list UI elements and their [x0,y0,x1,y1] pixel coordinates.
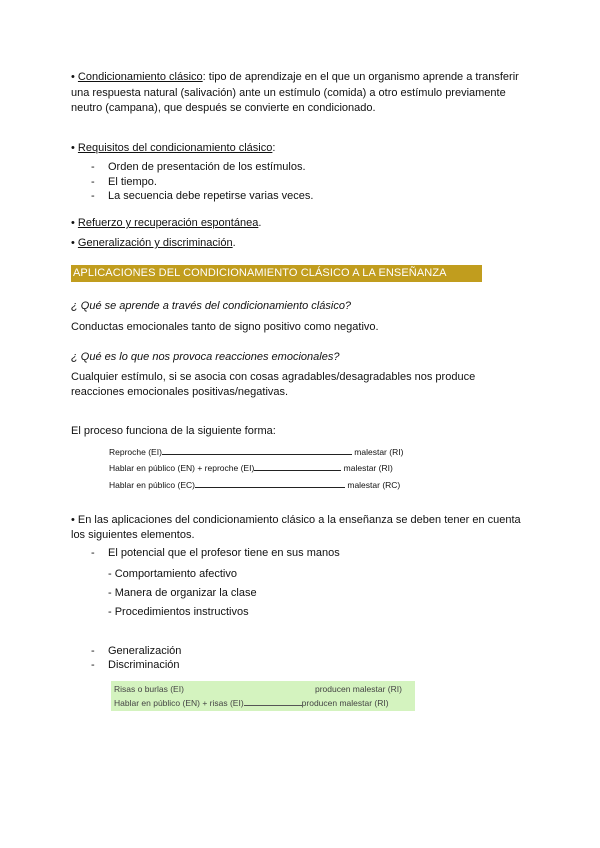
potencial-item: El potencial que el profesor tiene en sus manos [108,547,340,559]
section-heading: APLICACIONES DEL CONDICIONAMIENTO CLÁSICO A LA ENSEÑANZA [71,265,482,282]
extra-item-2: Discriminación [108,659,180,671]
proceso-right: malestar (RI) [343,463,393,473]
period: . [232,237,236,249]
answer-2-line-2: reacciones emocionales positivas/negativas. [71,386,289,398]
subitem-3: - Procedimientos instructivos [108,606,249,618]
requisito-item-2: El tiempo. [108,176,157,188]
refuerzo-line [71,216,261,231]
colon: : [272,142,276,154]
proceso-row-2 [109,462,393,474]
proceso-right: malestar (RC) [347,480,401,490]
proceso-intro: El proceso funciona de la siguiente forma: [71,425,276,437]
extra-item-1: Generalización [108,645,182,657]
dash: - [91,547,95,559]
bullet: • [71,142,75,154]
green-row-1-right: producen malestar (RI) [315,684,402,694]
dash: - [91,645,95,657]
proceso-row-1 [109,446,403,458]
green-row-2 [114,697,389,709]
proceso-right: malestar (RI) [354,447,404,457]
green-row-2-left: Hablar en público (EN) + risas (EI) [114,698,244,708]
aplicaciones-line-2: los siguientes elementos. [71,529,195,541]
blank-line [195,479,345,488]
requisitos-title: Requisitos del condicionamiento clásico [77,142,273,154]
dash: - [91,190,95,202]
proceso-left: Hablar en público (EN) + reproche (EI) [109,463,255,473]
intro-definition: : tipo de aprendizaje en el que un organismo aprende a transferir [202,71,519,83]
refuerzo-term: Refuerzo y recuperación espontánea [77,217,259,229]
question-2: ¿ Qué es lo que nos provoca reacciones emocionales? [71,351,340,363]
proceso-left: Hablar en público (EC) [109,480,195,490]
bullet: • [71,71,75,83]
requisitos-heading [71,141,275,156]
intro-line-1 [71,70,519,85]
requisito-item-1: Orden de presentación de los estímulos. [108,161,306,173]
dash: - [91,659,95,671]
answer-2-line-1: Cualquier estímulo, si se asocia con cosas agradables/desagradables nos produce [71,371,476,383]
aplicaciones-line-1: • En las aplicaciones del condicionamiento clásico a la enseñanza se deben tener en cuenta [71,514,521,526]
dash: - [91,161,95,173]
green-row-2-right: producen malestar (RI) [301,698,389,708]
dash: - [91,176,95,188]
intro-line-3: neutro (campana), que después se convierte en condicionado. [71,102,376,114]
intro-line-2: una respuesta natural (salivación) ante un estímulo (comida) a otro estímulo previamente [71,87,506,99]
subitem-1: - Comportamiento afectivo [108,568,237,580]
proceso-left: Reproche (EI) [109,447,162,457]
highlighted-example-box [111,681,415,711]
term-condicionamiento-clasico: Condicionamiento clásico [77,71,203,83]
green-row-1-left: Risas o burlas (EI) [114,684,184,694]
blank-line [162,446,352,455]
requisito-item-3: La secuencia debe repetirse varias veces. [108,190,314,202]
answer-1: Conductas emocionales tanto de signo positivo como negativo. [71,321,379,333]
blank-line [254,462,341,471]
generalizacion-term: Generalización y discriminación [77,237,233,249]
blank-line [244,697,302,706]
bullet: • [71,237,75,249]
period: . [258,217,262,229]
proceso-row-3 [109,479,400,491]
generalizacion-line [71,236,236,251]
bullet: • [71,217,75,229]
question-1: ¿ Qué se aprende a través del condicionamiento clásico? [71,300,352,312]
subitem-2: - Manera de organizar la clase [108,587,257,599]
